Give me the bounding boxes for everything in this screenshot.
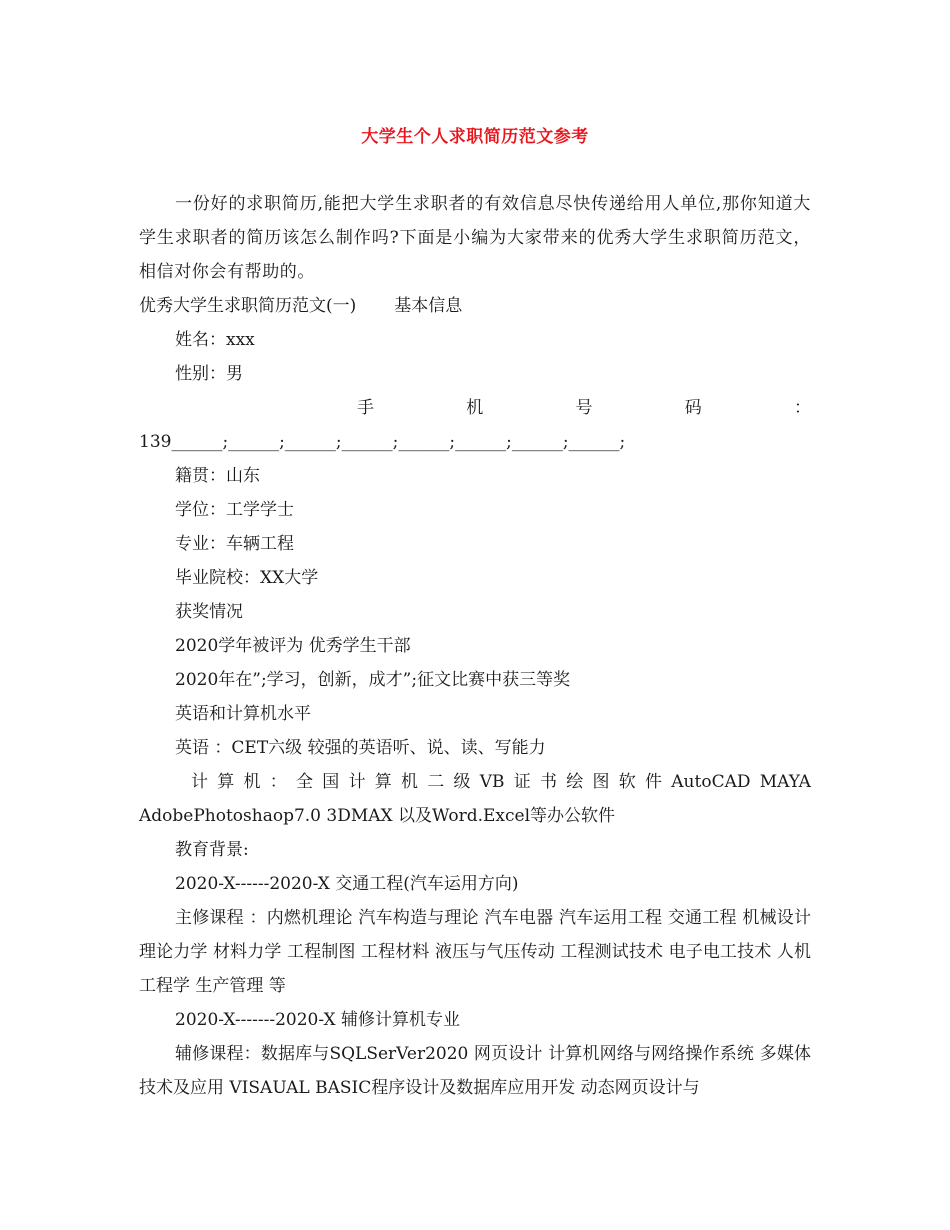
computer-skill-part: VB [479, 772, 505, 792]
intro-paragraph: 一份好的求职简历,能把大学生求职者的有效信息尽快传递给用人单位,那你知道大学生求职者的简历该怎么制作吗?下面是小编为大家带来的优秀大学生求职简历范文，相信对你会有帮助的。 [139, 194, 811, 282]
document-body [139, 187, 811, 1105]
computer-skill-part: MAYA [759, 772, 811, 792]
computer-skill-part: 计 [348, 772, 366, 792]
school-field: 毕业院校：XX大学 [175, 568, 319, 588]
computer-skill-part: 机 [401, 772, 418, 792]
computer-skill-part: 算 [217, 772, 235, 792]
phone-label-char: 码 [684, 398, 702, 418]
minor-courses: 辅修课程：数据库与SQLSerVer2020 网页设计 计算机网络与网络操作系统 多媒体技术及应用 VISAUAL BASIC程序设计及数据库应用开发 动态网页设计与 [139, 1044, 811, 1098]
computer-skill-part: 国 [322, 772, 340, 792]
document-title: 大学生个人求职简历范文参考 [361, 127, 589, 147]
computer-skill-part: AutoCAD [671, 772, 751, 792]
hometown-field: 籍贯：山东 [175, 466, 260, 486]
education-heading: 教育背景: [175, 840, 249, 860]
major-field: 专业：车辆工程 [175, 534, 294, 554]
phone-label [139, 391, 811, 425]
computer-skill-part: 级 [453, 772, 471, 792]
education-item: 2020-X------2020-X 交通工程(汽车运用方向) [175, 874, 519, 894]
phone-value: 139______;______;______;______;______;______;______;______; [139, 432, 626, 452]
skills-heading: 英语和计算机水平 [175, 704, 311, 724]
main-courses: 主修课程 ：内燃机理论 汽车构造与理论 汽车电器 汽车运用工程 交通工程 机械设计 理论力学 材料力学 工程制图 工程材料 液压与气压传动 工程测试技术 电子电工技术 人机工程学 生产管理 等 [139, 908, 811, 996]
section-subheading: 基本信息 [394, 296, 463, 316]
award-item: 2020年在”;学习，创新，成才”;征文比赛中获三等奖 [175, 670, 571, 690]
section-heading: 优秀大学生求职简历范文(一) [139, 296, 357, 316]
computer-skill-part: ： [269, 772, 287, 792]
computer-skill-part: 图 [592, 772, 610, 792]
computer-skill-part: 全 [296, 772, 313, 792]
education-item: 2020-X-------2020-X 辅修计算机专业 [175, 1010, 461, 1030]
computer-skill-line [139, 765, 811, 799]
computer-skill-part: 机 [243, 772, 261, 792]
computer-skill-part: 证 [513, 772, 531, 792]
name-field: 姓名：xxx [175, 330, 255, 350]
phone-label-char: 手 [357, 398, 374, 418]
awards-heading: 获奖情况 [175, 602, 243, 622]
computer-skill-part: 绘 [566, 772, 584, 792]
section-heading-line [139, 289, 811, 323]
computer-skill-part: 书 [540, 772, 558, 792]
degree-field: 学位：工学学士 [175, 500, 294, 520]
computer-skill-part: 二 [427, 772, 445, 792]
computer-skill-part: 软 [618, 772, 636, 792]
computer-skill-part: 件 [645, 772, 663, 792]
award-item: 2020学年被评为 优秀学生干部 [175, 636, 411, 656]
phone-label-char: 号 [575, 398, 593, 418]
computer-skill-part: 计 [191, 772, 208, 792]
computer-skill-line-2: AdobePhotoshaop7.0 3DMAX 以及Word.Excel等办公软件 [139, 806, 616, 826]
gender-field: 性别：男 [175, 364, 243, 384]
phone-label-char: 机 [466, 398, 484, 418]
computer-skill-part: 算 [374, 772, 392, 792]
phone-label-char: ： [794, 398, 811, 418]
english-skill: 英语 ：CET六级 较强的英语听、说、读、写能力 [175, 738, 546, 758]
